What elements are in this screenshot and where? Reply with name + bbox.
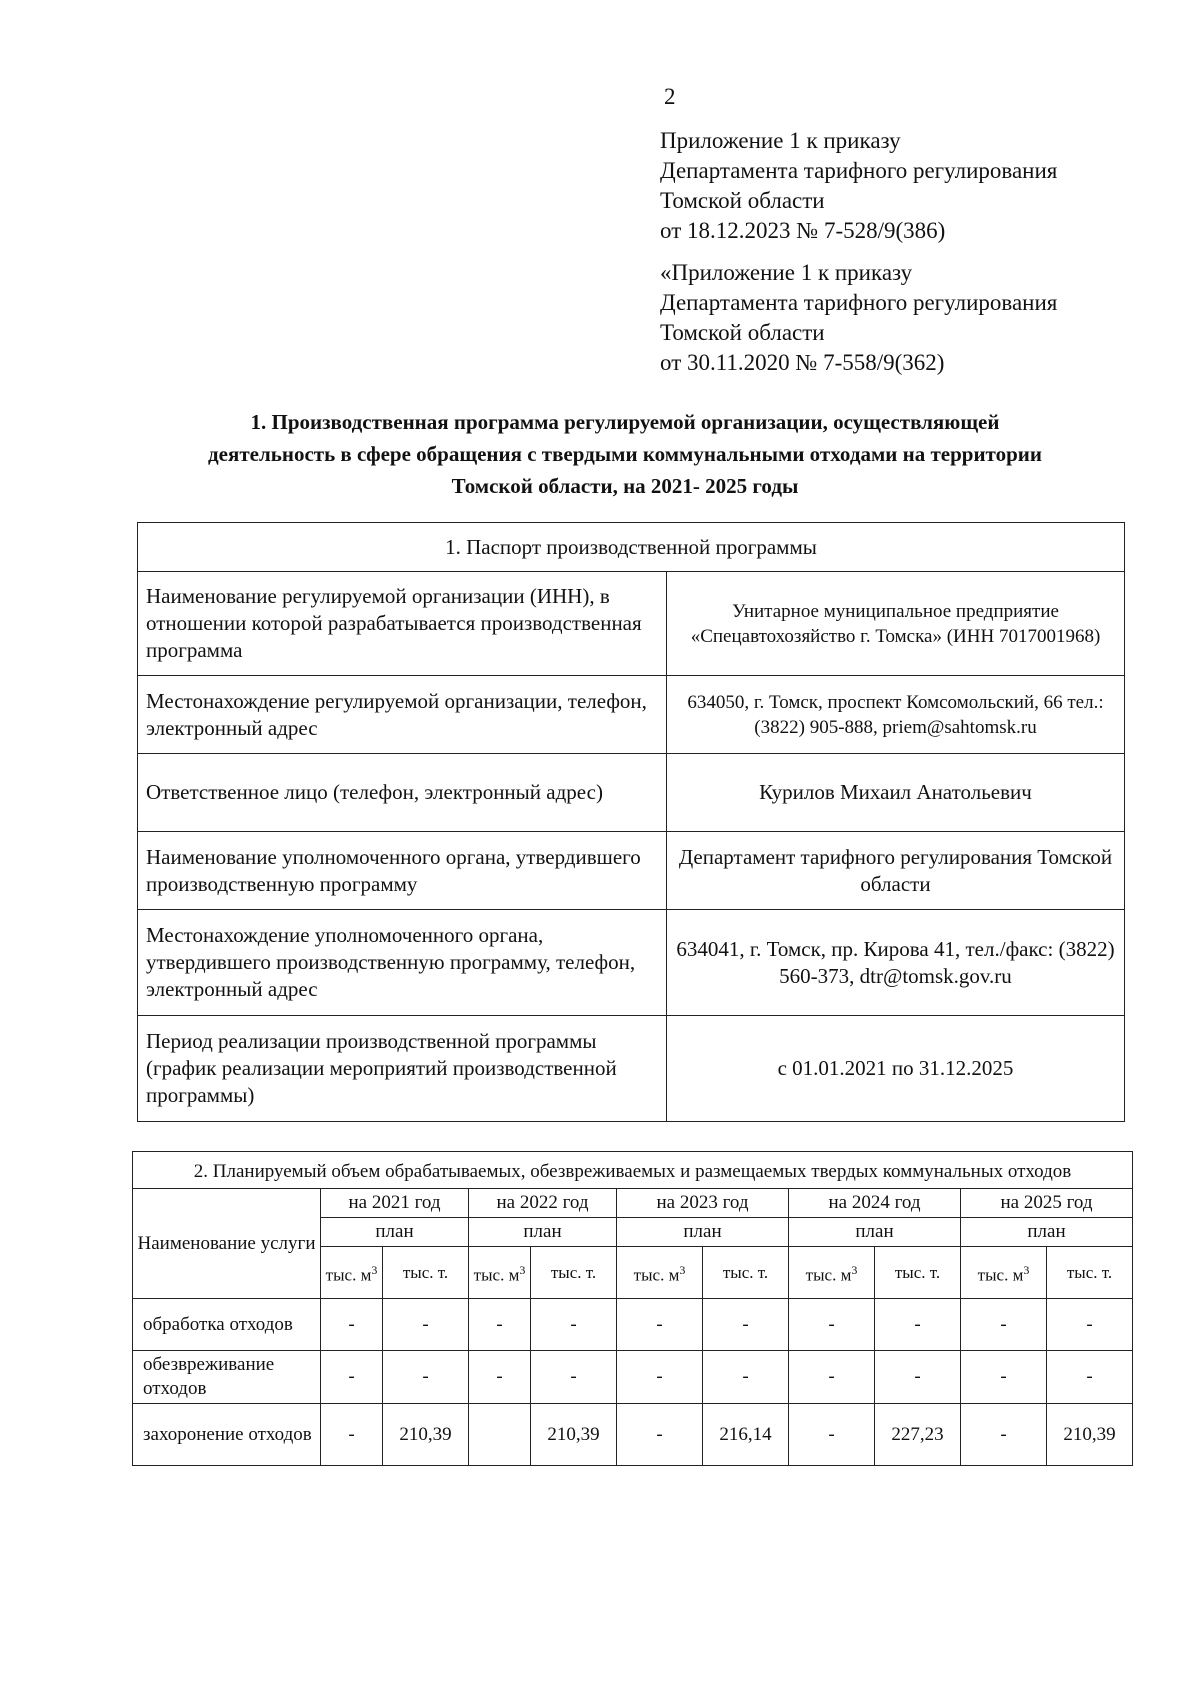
unit-volume-text: тыс. м: [805, 1265, 852, 1285]
unit-volume-text: тыс. м: [633, 1265, 680, 1285]
document-heading: [130, 406, 1120, 502]
passport-value: Унитарное муниципальное предприятие «Спецавтохозяйство г. Томска» (ИНН 7017001968): [667, 572, 1125, 676]
table-cell: -: [961, 1404, 1047, 1466]
table-cell: -: [789, 1351, 875, 1404]
table-cell: -: [703, 1351, 789, 1404]
unit-power: 3: [519, 1262, 526, 1277]
passport-table: [137, 522, 1125, 1122]
table-cell: -: [469, 1299, 531, 1351]
service-name: захоронение отходов: [133, 1404, 321, 1466]
table-cell: -: [383, 1299, 469, 1351]
appendix-line: Департамента тарифного регулирования: [660, 158, 1058, 183]
unit-volume-header: [617, 1247, 703, 1299]
table-cell: 210,39: [383, 1404, 469, 1466]
table-cell: -: [617, 1299, 703, 1351]
service-name: обезвреживание отходов: [133, 1351, 321, 1404]
table-row: [133, 1404, 1133, 1466]
appendix-line: от 30.11.2020 № 7-558/9(362): [660, 350, 945, 375]
table-cell: -: [789, 1404, 875, 1466]
table-row: [133, 1351, 1133, 1404]
unit-mass-header: тыс. т.: [703, 1247, 789, 1299]
passport-label: Наименование уполномоченного органа, утвердившего производственную программу: [138, 832, 667, 910]
plan-label: план: [469, 1218, 617, 1247]
unit-volume-header: [321, 1247, 383, 1299]
table-row: [133, 1299, 1133, 1351]
plan-label: план: [321, 1218, 469, 1247]
unit-power: 3: [1023, 1262, 1030, 1277]
passport-value: Департамент тарифного регулирования Томской области: [667, 832, 1125, 910]
plan-label: план: [617, 1218, 789, 1247]
unit-volume-text: тыс. м: [325, 1265, 372, 1285]
table-cell: 227,23: [875, 1404, 961, 1466]
unit-volume-header: [469, 1247, 531, 1299]
unit-volume-text: тыс. м: [473, 1265, 520, 1285]
passport-title: 1. Паспорт производственной программы: [138, 523, 1125, 572]
plan-label: план: [961, 1218, 1133, 1247]
passport-label: Период реализации производственной программы (график реализации мероприятий производственной программы): [138, 1016, 667, 1122]
table-cell: -: [875, 1351, 961, 1404]
page-number: 2: [664, 84, 676, 109]
unit-volume-header: [789, 1247, 875, 1299]
appendix-line: Томской области: [660, 320, 825, 345]
unit-volume-text: тыс. м: [977, 1265, 1024, 1285]
passport-value: с 01.01.2021 по 31.12.2025: [667, 1016, 1125, 1122]
passport-value: 634050, г. Томск, проспект Комсомольский, 66 тел.: (3822) 905-888, priem@sahtomsk.ru: [667, 676, 1125, 754]
heading-line: Томской области, на 2021- 2025 годы: [451, 474, 799, 498]
unit-mass-header: тыс. т.: [1047, 1247, 1133, 1299]
unit-volume-header: [961, 1247, 1047, 1299]
passport-value: 634041, г. Томск, пр. Кирова 41, тел./факс: (3822) 560-373, dtr@tomsk.gov.ru: [667, 910, 1125, 1016]
table-cell: -: [789, 1299, 875, 1351]
table-cell: -: [531, 1351, 617, 1404]
unit-mass-header: тыс. т.: [875, 1247, 961, 1299]
table-cell: -: [703, 1299, 789, 1351]
appendix-current: [660, 126, 1057, 246]
volumes-title: 2. Планируемый объем обрабатываемых, обезвреживаемых и размещаемых твердых коммунальных отходов: [133, 1152, 1133, 1189]
table-cell: -: [321, 1351, 383, 1404]
table-cell: -: [875, 1299, 961, 1351]
table-cell: -: [961, 1351, 1047, 1404]
table-cell: -: [1047, 1299, 1133, 1351]
volumes-table: [132, 1151, 1133, 1466]
appendix-line: «Приложение 1 к приказу: [660, 260, 913, 285]
table-cell: -: [1047, 1351, 1133, 1404]
plan-label: план: [789, 1218, 961, 1247]
passport-label: Ответственное лицо (телефон, электронный адрес): [138, 754, 667, 832]
unit-mass-header: тыс. т.: [531, 1247, 617, 1299]
passport-value: Курилов Михаил Анатольевич: [667, 754, 1125, 832]
table-cell: 216,14: [703, 1404, 789, 1466]
year-header: на 2022 год: [469, 1189, 617, 1218]
year-header: на 2025 год: [961, 1189, 1133, 1218]
table-cell: 210,39: [531, 1404, 617, 1466]
appendix-line: от 18.12.2023 № 7-528/9(386): [660, 218, 946, 243]
table-cell: -: [617, 1351, 703, 1404]
appendix-line: Департамента тарифного регулирования: [660, 290, 1058, 315]
table-cell: -: [321, 1404, 383, 1466]
appendix-line: Томской области: [660, 188, 825, 213]
table-cell: -: [617, 1404, 703, 1466]
appendix-line: Приложение 1 к приказу: [660, 128, 901, 153]
unit-power: 3: [371, 1262, 378, 1277]
unit-mass-header: тыс. т.: [383, 1247, 469, 1299]
table-cell: -: [961, 1299, 1047, 1351]
passport-label: Наименование регулируемой организации (ИНН), в отношении которой разрабатывается производственная программа: [138, 572, 667, 676]
service-name: обработка отходов: [133, 1299, 321, 1351]
unit-power: 3: [679, 1262, 686, 1277]
appendix-previous: [660, 258, 1057, 378]
table-cell: [469, 1404, 531, 1466]
year-header: на 2023 год: [617, 1189, 789, 1218]
table-cell: -: [531, 1299, 617, 1351]
heading-line: деятельность в сфере обращения с твердыми коммунальными отходами на территории: [208, 442, 1042, 466]
table-cell: -: [321, 1299, 383, 1351]
year-header: на 2024 год: [789, 1189, 961, 1218]
passport-label: Местонахождение уполномоченного органа, утвердившего производственную программу, телефон, электронный адрес: [138, 910, 667, 1016]
table-cell: -: [469, 1351, 531, 1404]
table-cell: -: [383, 1351, 469, 1404]
year-header: на 2021 год: [321, 1189, 469, 1218]
service-header: Наименование услуги: [133, 1189, 321, 1299]
unit-power: 3: [851, 1262, 858, 1277]
heading-line: 1. Производственная программа регулируемой организации, осуществляющей: [250, 410, 1000, 434]
passport-label: Местонахождение регулируемой организации, телефон, электронный адрес: [138, 676, 667, 754]
table-cell: 210,39: [1047, 1404, 1133, 1466]
